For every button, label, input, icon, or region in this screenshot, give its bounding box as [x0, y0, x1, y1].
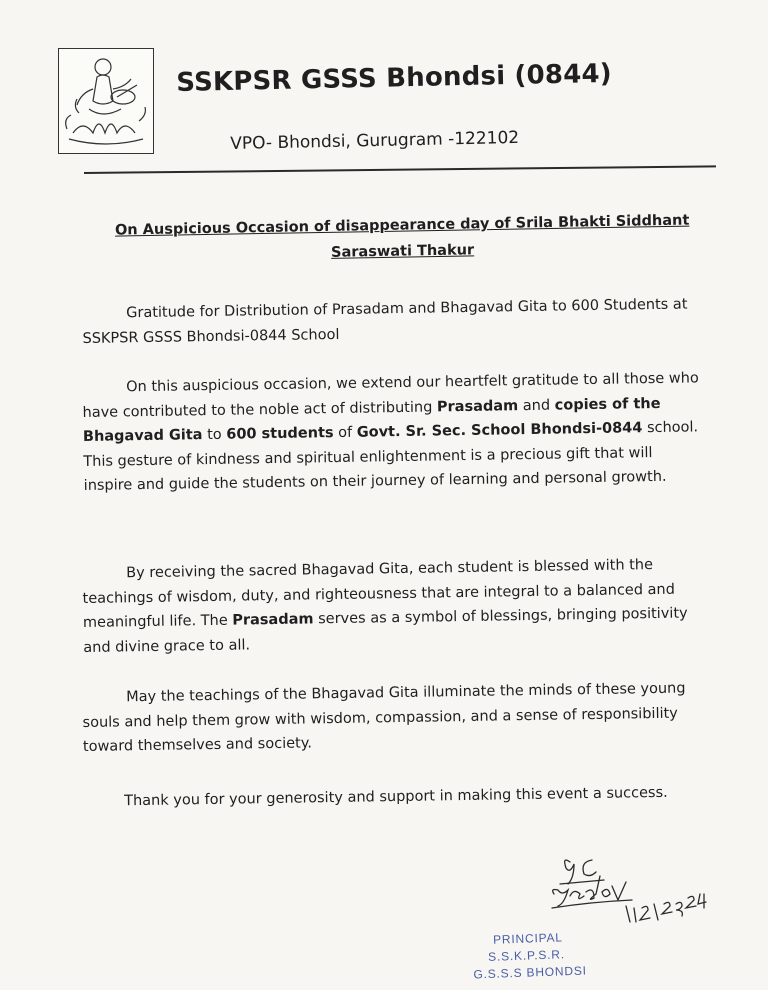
- school-address: VPO- Bhondsi, Gurugram -122102: [230, 127, 520, 154]
- bold-text: Govt. Sr. Sec. School Bhondsi-0844: [356, 420, 643, 441]
- bold-text: copies of the Bhagavad Gita: [82, 395, 661, 445]
- paragraph-text: to: [202, 426, 227, 444]
- bold-text: Prasadam: [436, 397, 519, 415]
- saraswati-emblem-icon: [59, 49, 153, 153]
- paragraph-gratitude-title: [82, 292, 701, 351]
- paragraph-text: Thank you for your generosity and support in making this event a success.: [124, 784, 668, 810]
- paragraph-text: By receiving the sacred Bhagavad Gita, each student is blessed with the teachings of wisdom, duty, and righteousness that are integral to a balanced and meaningful life. The: [82, 557, 675, 631]
- paragraph-bhagavad-gita: [82, 552, 701, 660]
- signature-mark: [540, 848, 720, 938]
- letter-subject: [92, 207, 713, 270]
- school-logo: [58, 48, 154, 154]
- paragraph-thanks: [80, 780, 698, 814]
- paragraph-text: and: [518, 397, 555, 414]
- paragraph-blessing: [82, 676, 701, 759]
- subject-line-1: On Auspicious Occasion of disappearance day of Srila Bhakti Siddhant: [114, 212, 690, 239]
- paragraph-text: of: [333, 424, 357, 442]
- stamp-line-principal: PRINCIPAL: [492, 930, 563, 947]
- bold-text: 600 students: [226, 425, 334, 443]
- header-divider: [84, 165, 716, 174]
- paragraph-text: Gratitude for Distribution of Prasadam and Bhagavad Gita to 600 Students at SSKPSR GSSS Bhondsi-0844 School: [82, 296, 688, 347]
- principal-signature: [540, 848, 720, 938]
- paragraph-text: school. This gesture of kindness and spiritual enlightenment is a precious gift that will inspire and guide the students on their journey of learning and personal growth.: [83, 419, 699, 494]
- paragraph-text: May the teachings of the Bhagavad Gita illuminate the minds of these young souls and help them grow with wisdom, compassion, and a sense of responsibility toward themselves and society.: [82, 680, 686, 755]
- bold-text: Prasadam: [232, 611, 314, 629]
- stamp-line-school-short: S.S.K.P.S.R.: [487, 947, 566, 964]
- paragraph-text: On this auspicious occasion, we extend our heartfelt gratitude to all those who have contributed to the noble act of distributing: [82, 370, 699, 421]
- subject-line-2: Saraswati Thakur: [330, 242, 475, 261]
- principal-stamp: [473, 929, 588, 983]
- paragraph-occasion: [82, 366, 702, 498]
- school-name: SSKPSR GSSS Bhondsi (0844): [176, 58, 613, 98]
- paragraph-text: serves as a symbol of blessings, bringing positivity and divine grace to all.: [83, 605, 688, 656]
- stamp-line-school: G.S.S.S BHONDSI: [473, 963, 588, 982]
